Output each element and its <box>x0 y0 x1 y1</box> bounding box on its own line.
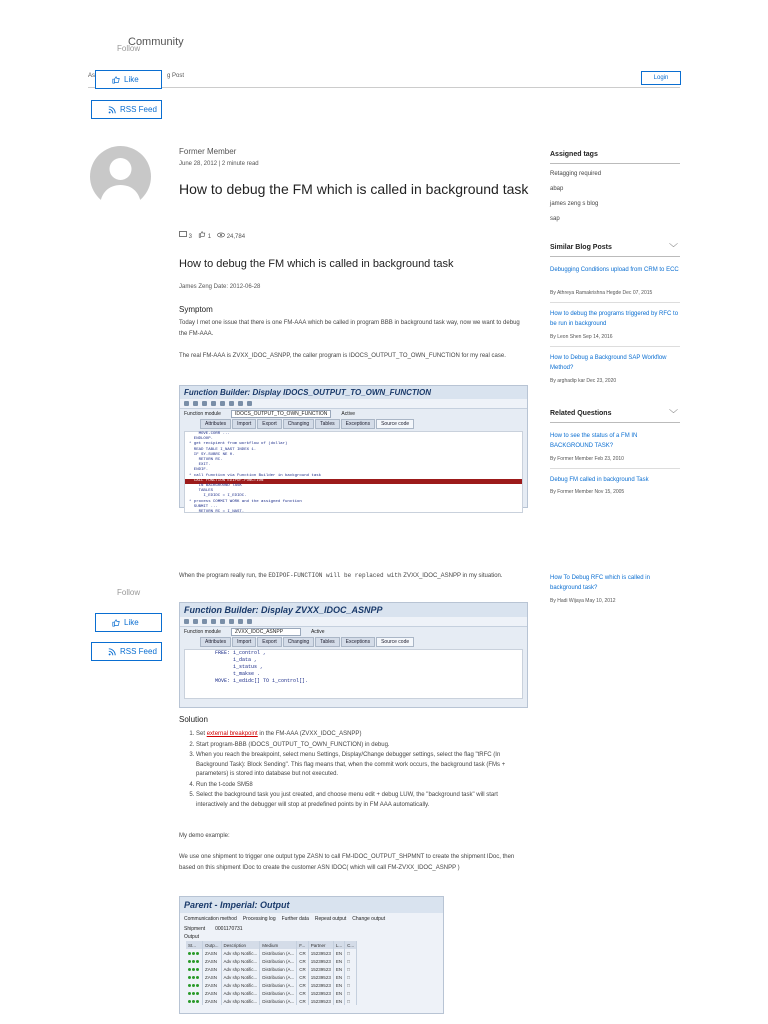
code-line: ENDLOOP. <box>189 437 214 442</box>
table-cell: 15239523 <box>308 957 333 965</box>
rss-label: RSS Feed <box>120 105 157 114</box>
code-line: FREE: i_control , <box>209 650 267 656</box>
eye-icon <box>217 232 225 238</box>
sap-output-toolbar <box>180 913 443 925</box>
page-title: How to debug the FM which is called in background task <box>179 181 529 197</box>
row-checkbox: □ <box>345 957 357 965</box>
code-line: i_data , <box>209 657 258 663</box>
sap-tab: Exceptions <box>341 637 375 647</box>
solution-step: 5. Select the background task you just created, and choose menu edit + debug LUW, the "background task" will start interactively and the debugger will stop at predefined points by in FM AAA automatically. <box>196 791 528 810</box>
comments-count: 3 <box>188 234 193 240</box>
sap-window-title: Function Builder: Display IDOCS_OUTPUT_TO_OWN_FUNCTION <box>180 386 527 399</box>
sap-toolbar <box>180 399 527 409</box>
article-byline: James Zeng Date: 2012-06-28 <box>179 284 261 290</box>
table-row <box>186 949 357 957</box>
shipment-value: 0001170731 <box>215 926 243 932</box>
sap-tab: Changing <box>283 637 314 647</box>
sap-output-title: Parent - Imperial: Output <box>180 897 443 913</box>
related-question-link[interactable]: Debug FM called in background Task <box>550 477 649 483</box>
table-row <box>186 965 357 973</box>
demo-paragraph: We use one shipment to trigger one output type ZASN to call FM-IDOC_OUTPUT_SHPMNT to create the shipment IDoc, then based on this shipment IDoc to create the customer ASN IDOC( which will call FM-ZVXX_IDOC_ASNPP ) <box>179 854 515 871</box>
tag-link[interactable]: sap <box>550 216 560 222</box>
code-line: * call function via Function Builder in background task <box>189 473 322 478</box>
table-cell: Distribution (A... <box>260 965 297 973</box>
chevron-down-icon[interactable]: ﹀ <box>669 409 679 419</box>
code-line: IF SY-SUBRC NE 0. <box>189 452 235 457</box>
likes-count: 1 <box>207 234 212 240</box>
status-lights <box>186 989 203 997</box>
similar-post-link[interactable]: How to debug the programs triggered by RFC to be run in background <box>550 311 679 327</box>
shipment-row <box>180 925 443 933</box>
sap-field-value: IDOCS_OUTPUT_TO_OWN_FUNCTION <box>231 410 331 418</box>
like-label: Like <box>124 618 139 627</box>
table-cell: 15239523 <box>308 981 333 989</box>
sap-status: Active <box>341 411 356 417</box>
tags-divider <box>550 163 680 164</box>
divider <box>550 346 680 347</box>
sap-function-builder-screenshot-2 <box>179 602 528 708</box>
output-label-row <box>180 933 443 941</box>
table-cell: EN <box>333 997 344 1005</box>
row-checkbox: □ <box>345 973 357 981</box>
like-label: Like <box>124 75 139 84</box>
replace-text-c: ZVXX_IDOC_ASNPP in my situation. <box>403 573 503 579</box>
table-cell: Adv shp Notific... <box>221 965 260 973</box>
related-question-link[interactable]: How to see the status of a FM IN BACKGROUND TASK? <box>550 433 638 449</box>
comments-stat[interactable] <box>179 231 192 240</box>
table-row <box>186 957 357 965</box>
thumbs-up-icon <box>112 76 120 84</box>
table-cell: ZASN <box>203 949 222 957</box>
column-header: L... <box>333 941 344 949</box>
table-cell: ZASN <box>203 997 222 1005</box>
symptom-paragraph-2: The real FM-AAA is ZVXX_IDOC_ASNPP, the caller program is IDOCS_OUTPUT_TO_OWN_FUNCTION for my real case. <box>179 353 506 359</box>
sap-code-editor <box>184 649 523 699</box>
solution-heading: Solution <box>179 715 208 724</box>
related-question-byline: By Former Member Nov 15, 2005 <box>550 489 625 495</box>
code-line: MOVE-CORR ... <box>189 432 230 436</box>
related-questions-heading: Related Questions <box>550 410 612 417</box>
sap-tab: Tables <box>315 419 339 429</box>
table-cell: EN <box>333 973 344 981</box>
output-table <box>186 941 357 1005</box>
sap-tab: Tables <box>315 637 339 647</box>
table-cell: EN <box>333 965 344 973</box>
table-cell: EN <box>333 949 344 957</box>
similar-post-byline: By arghadip kar Dec 23, 2020 <box>550 378 617 384</box>
row-checkbox: □ <box>345 997 357 1005</box>
related-question-byline: By Former Member Feb 23, 2010 <box>550 456 624 462</box>
column-header: St... <box>186 941 203 949</box>
column-header: F... <box>297 941 309 949</box>
header-divider <box>88 87 680 88</box>
table-cell: Distribution (A... <box>260 981 297 989</box>
similar-posts-heading: Similar Blog Posts <box>550 244 612 251</box>
similar-post-byline: By Athreya Ramakrishna Hegde Dec 07, 2015 <box>550 290 653 296</box>
column-header: Outp... <box>203 941 222 949</box>
row-checkbox: □ <box>345 965 357 973</box>
sap-tab: Attributes <box>200 637 231 647</box>
breadcrumb-right: g Post <box>167 73 185 79</box>
author-avatar[interactable] <box>90 146 151 207</box>
follow-link-2[interactable]: Follow <box>117 588 141 597</box>
solution-step: 2. Start program-BBB (IDOCS_OUTPUT_TO_OWN_FUNCTION) in debug. <box>196 741 528 751</box>
symptom-paragraph-1: Today I met one issue that there is one FM-AAA which be called in program BBB in background task way, now we want to debug the FM-AAA. <box>179 320 520 337</box>
table-cell: CR <box>297 981 309 989</box>
status-lights <box>186 973 203 981</box>
comment-icon <box>179 231 187 238</box>
table-row <box>186 997 357 1005</box>
similar-divider <box>550 256 680 257</box>
step-text: Set <box>196 731 206 737</box>
table-cell: Adv shp Notific... <box>221 973 260 981</box>
table-cell: Distribution (A... <box>260 989 297 997</box>
table-cell: ZASN <box>203 965 222 973</box>
table-cell: Adv shp Notific... <box>221 957 260 965</box>
table-cell: 15239523 <box>308 997 333 1005</box>
table-row <box>186 989 357 997</box>
table-row <box>186 981 357 989</box>
solution-step: 4. Run the t-code SM58 <box>196 781 528 791</box>
table-cell: Distribution (A... <box>260 973 297 981</box>
table-cell: EN <box>333 981 344 989</box>
table-cell: ZASN <box>203 989 222 997</box>
sap-tab: Attributes <box>200 419 231 429</box>
sap-output-screenshot <box>179 896 444 1014</box>
table-cell: Adv shp Notific... <box>221 949 260 957</box>
thumbs-up-icon <box>198 231 206 238</box>
column-header: Partner <box>308 941 333 949</box>
column-header: Description <box>221 941 260 949</box>
status-lights <box>186 957 203 965</box>
rss-feed-button-2[interactable] <box>91 642 162 661</box>
replace-text-a: When the program really run, the <box>179 573 267 579</box>
table-cell: CR <box>297 997 309 1005</box>
table-cell: CR <box>297 949 309 957</box>
sap-tab-active: Source code <box>376 637 414 647</box>
status-lights <box>186 997 203 1005</box>
code-line: MOVE: i_edidc[] TO i_control[]. <box>209 678 309 684</box>
table-cell: Distribution (A... <box>260 997 297 1005</box>
sap-field-value: ZVXX_IDOC_ASNPP <box>231 628 301 636</box>
status-lights <box>186 965 203 973</box>
table-cell: ZASN <box>203 981 222 989</box>
code-line: READ TABLE I_NAST INDEX 1. <box>189 447 257 452</box>
symptom-heading: Symptom <box>179 305 213 314</box>
rss-icon <box>108 106 116 114</box>
table-cell: ZASN <box>203 973 222 981</box>
external-breakpoint-link[interactable]: external breakpoint <box>206 731 258 737</box>
similar-post-link[interactable]: How to Debug a Background SAP Workflow Method? <box>550 355 667 371</box>
article-subtitle: How to debug the FM which is called in background task <box>179 258 454 270</box>
status-lights <box>186 949 203 957</box>
breadcrumb-left: As <box>88 73 96 79</box>
column-header: C... <box>345 941 357 949</box>
post-meta: June 28, 2012 | 2 minute read <box>179 161 259 167</box>
sap-function-module-row <box>180 627 527 637</box>
sap-tab: Export <box>257 419 281 429</box>
sap-tab: Exceptions <box>341 419 375 429</box>
sap-function-module-row <box>180 409 527 419</box>
sap-status: Active <box>310 629 325 635</box>
solution-step <box>196 730 528 740</box>
person-icon <box>90 146 151 207</box>
solution-step: 3. When you reach the breakpoint, select menu Settings, Display/Change debugger settings, select the flag "tRFC (In Background Task): Block Sending". This flag means that, when the commit work occurs, the background task (FMs + parameters) is stored into database but not executed. <box>196 751 528 780</box>
related-question-link[interactable]: How To Debug RFC which is called in background task? <box>550 575 650 591</box>
table-cell: EN <box>333 989 344 997</box>
repeat-output-btn: Repeat output <box>314 916 347 922</box>
similar-post-byline: By Leon Shen Sep 14, 2016 <box>550 334 613 340</box>
sap-field-label: Function module <box>184 411 221 417</box>
table-cell: EN <box>333 957 344 965</box>
table-cell: 15239523 <box>308 949 333 957</box>
sap-tab: Export <box>257 637 281 647</box>
sap-function-builder-screenshot-1 <box>179 385 528 515</box>
sap-tab: Import <box>232 419 256 429</box>
table-cell: CR <box>297 965 309 973</box>
shipment-label: Shipment <box>184 926 206 932</box>
code-line: RETURN RC. <box>189 458 223 463</box>
table-cell: 15239523 <box>308 989 333 997</box>
further-data-btn: Further data <box>281 916 309 922</box>
related-divider <box>550 422 680 423</box>
sap-tab: Import <box>232 637 256 647</box>
column-header: Medium <box>260 941 297 949</box>
rss-label: RSS Feed <box>120 647 157 656</box>
table-cell: Distribution (A... <box>260 949 297 957</box>
status-lights <box>186 981 203 989</box>
sap-window-title: Function Builder: Display ZVXX_IDOC_ASNPP <box>180 603 527 617</box>
communication-method-btn: Communication method <box>184 916 237 922</box>
tag-link[interactable]: james zeng s blog <box>550 201 599 207</box>
similar-post-link[interactable]: Debugging Conditions upload from CRM to ECC <box>550 267 679 273</box>
replace-code: EDIPOF-FUNCTION will be replaced with <box>268 572 402 579</box>
sap-tab-active: Source code <box>376 419 414 429</box>
table-cell: Adv shp Notific... <box>221 997 260 1005</box>
table-cell: 15239523 <box>308 973 333 981</box>
rss-feed-button[interactable] <box>91 100 162 119</box>
code-line: * get recipient from workflow of (dollar) <box>189 442 288 447</box>
table-cell: Adv shp Notific... <box>221 989 260 997</box>
replace-paragraph <box>179 570 529 582</box>
likes-stat <box>198 231 211 240</box>
sap-code-editor <box>184 431 523 513</box>
table-cell: Distribution (A... <box>260 957 297 965</box>
divider <box>550 468 680 469</box>
change-output-btn: Change output <box>352 916 386 922</box>
divider <box>550 302 680 303</box>
rss-icon <box>108 648 116 656</box>
sap-field-label: Function module <box>184 629 221 635</box>
table-cell: Adv shp Notific... <box>221 981 260 989</box>
community-brand[interactable]: Community <box>128 36 184 48</box>
table-cell: ZASN <box>203 957 222 965</box>
code-line-highlighted: CALL FUNCTION EDIPOF-FUNCTION <box>185 479 522 484</box>
table-cell: CR <box>297 989 309 997</box>
processing-log-btn: Processing log <box>242 916 276 922</box>
post-stats <box>179 231 245 240</box>
assigned-tags-heading: Assigned tags <box>550 151 598 158</box>
sap-tabs <box>180 637 527 647</box>
table-row <box>186 973 357 981</box>
output-label: Output <box>184 934 200 940</box>
code-line: TABLES <box>189 489 214 494</box>
row-checkbox: □ <box>345 949 357 957</box>
solution-steps <box>188 730 528 811</box>
table-cell: 15239523 <box>308 965 333 973</box>
views-stat <box>217 232 245 240</box>
code-line: ENDIF. <box>189 468 209 473</box>
sap-tab: Changing <box>283 419 314 429</box>
code-line: EXIT. <box>189 463 211 468</box>
row-checkbox: □ <box>345 989 357 997</box>
follow-link[interactable]: Follow <box>117 44 141 53</box>
step-text: in the FM-AAA (ZVXX_IDOC_ASNPP) <box>259 731 362 737</box>
table-cell: CR <box>297 957 309 965</box>
like-button[interactable] <box>95 70 162 89</box>
chevron-down-icon[interactable]: ﹀ <box>669 243 679 253</box>
code-line: i_status , <box>209 664 264 670</box>
code-line: * process COMMIT WORK and the assigned function <box>189 499 302 504</box>
related-question-byline: By Hadi Wijaya May 10, 2012 <box>550 598 616 604</box>
views-count: 24,784 <box>226 233 246 240</box>
code-line: SUBMIT ... <box>189 504 218 509</box>
table-cell: CR <box>297 973 309 981</box>
code-line: t_makse . <box>209 671 261 677</box>
tag-link[interactable]: Retagging required <box>550 171 602 177</box>
code-line: RETURN RC = I_NAST. <box>189 510 245 515</box>
output-table-header <box>186 941 357 949</box>
tag-link[interactable]: abap <box>550 186 564 192</box>
sap-toolbar <box>180 617 527 627</box>
login-button[interactable]: Login <box>641 71 681 85</box>
thumbs-up-icon <box>112 619 120 627</box>
sap-tabs <box>180 419 527 429</box>
row-checkbox: □ <box>345 981 357 989</box>
author-name[interactable]: Former Member <box>179 147 237 156</box>
code-line: IN BACKGROUND TASK <box>189 484 242 489</box>
demo-label: My demo example: <box>179 833 230 839</box>
code-line: I_EDIDC = I_EDIDC. <box>189 494 247 499</box>
like-button-2[interactable] <box>95 613 162 632</box>
